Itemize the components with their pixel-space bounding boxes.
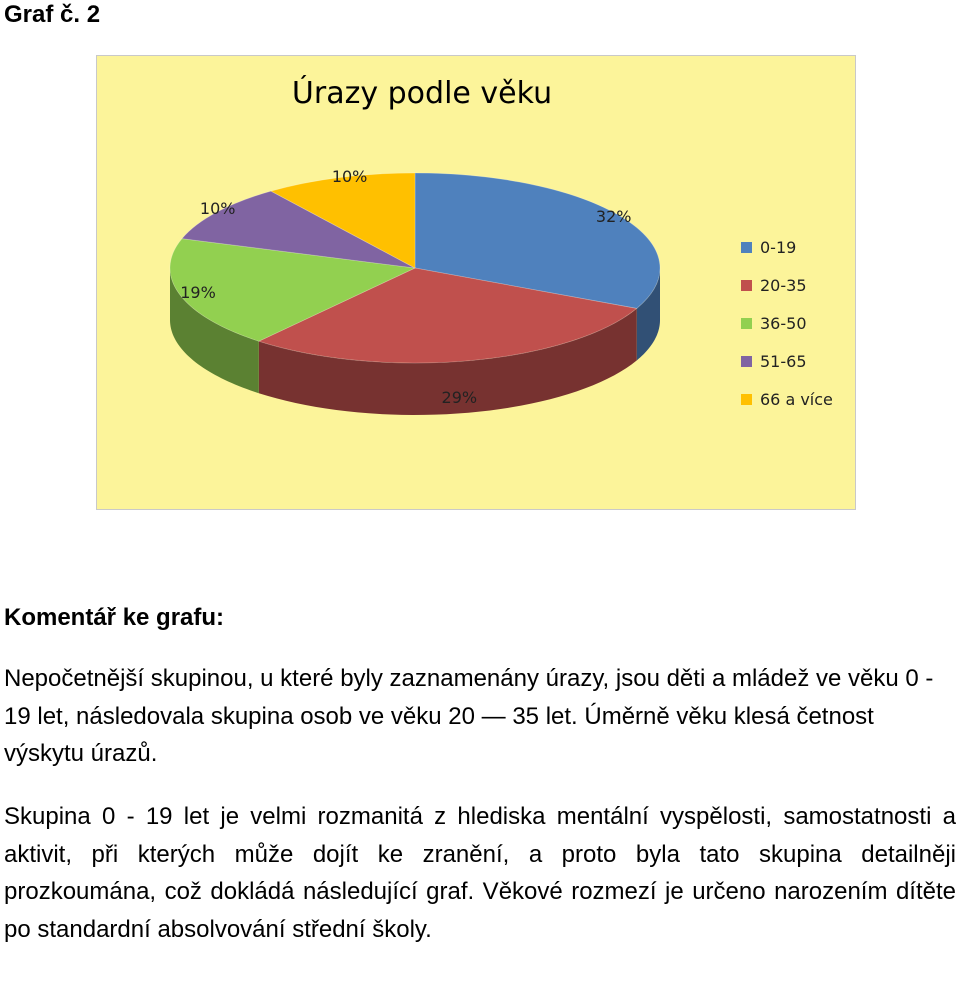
legend-label: 36-50 (760, 313, 807, 333)
legend-swatch (741, 318, 752, 329)
legend-label: 0-19 (760, 237, 797, 257)
data-label-51-65: 10% (199, 198, 236, 218)
legend-item-36-50 (741, 304, 833, 342)
data-label-66-a-více: 10% (331, 166, 368, 186)
legend-swatch (741, 242, 752, 253)
legend-label: 66 a více (760, 389, 833, 409)
legend-item-51-65 (741, 342, 833, 380)
legend-label: 20-35 (760, 275, 807, 295)
comment-paragraph-1: Nepočetnější skupinou, u které byly zaznamenány úrazy, jsou děti a mládež ve věku 0 - 19 let, následovala skupina osob ve věku 20 — 35 let. Úměrně věku klesá četnost výskytu úrazů. (4, 665, 934, 767)
chart-legend (741, 228, 833, 418)
legend-label: 51-65 (760, 351, 807, 371)
legend-item-0-19 (741, 228, 833, 266)
data-label-0-19: 32% (595, 207, 632, 226)
legend-swatch (741, 356, 752, 367)
legend-item-20-35 (741, 266, 833, 304)
legend-item-66-a-více (741, 380, 833, 418)
chart-area (96, 55, 856, 510)
legend-swatch (741, 394, 752, 405)
data-label-20-35: 29% (441, 387, 478, 407)
chart-title: Úrazy podle věku (291, 76, 553, 111)
comment-paragraph-2: Skupina 0 - 19 let je velmi rozmanitá z hlediska mentální vyspělosti, samostatnosti a aktivit, při kterých může dojít ke zranění, a proto byla tato skupina detailněji prozkoumána, což dokládá následující graf. Věkové rozmezí je určeno narozením dítěte po standardní absolvování střední školy. (4, 803, 956, 943)
comment-title: Komentář ke grafu: (4, 604, 225, 631)
figure-heading: Graf č. 2 (4, 1, 101, 28)
legend-swatch (741, 280, 752, 291)
data-label-36-50: 19% (180, 283, 216, 302)
